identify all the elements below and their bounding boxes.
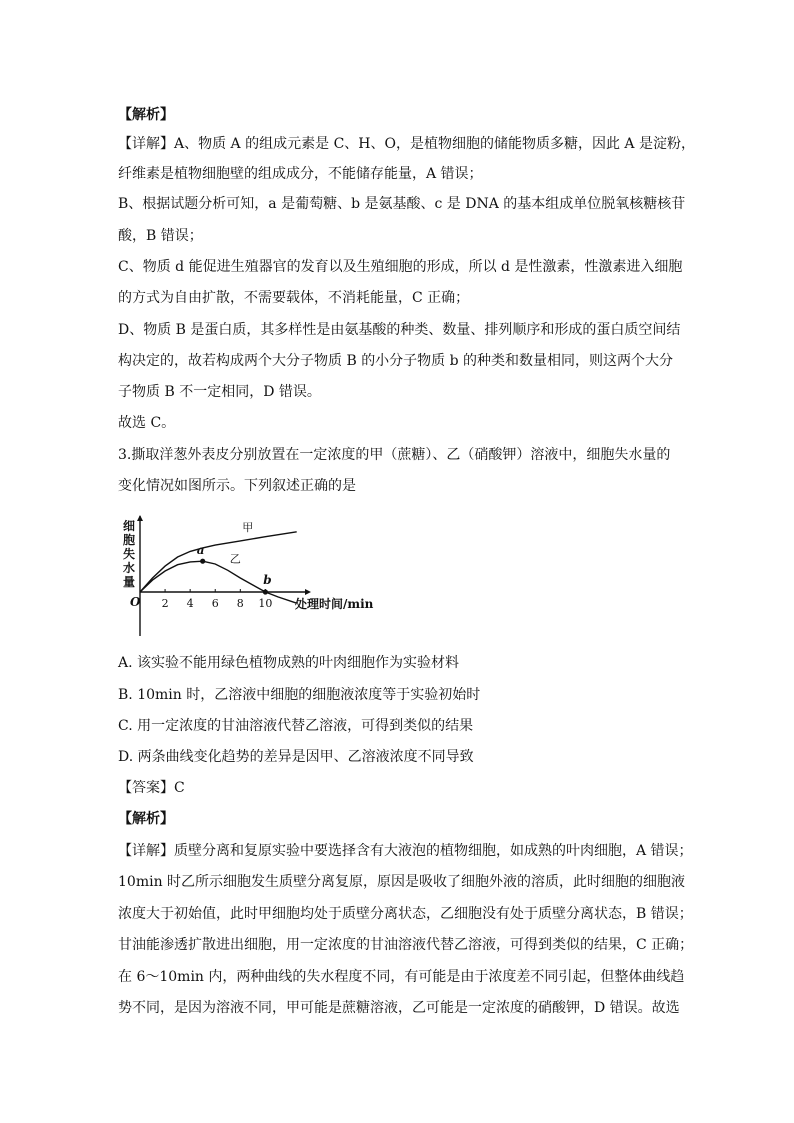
x-axis-arrow [305,589,311,595]
x-tick-label: 8 [236,597,244,610]
y-axis-label-char: 水 [122,561,136,575]
origin-label: O [130,595,141,609]
y-axis-label-char: 细 [122,519,136,533]
analysis-line: C、物质 d 能促进生殖器官的发育以及生殖细胞的形成，所以 d 是性激素，性激素进入细胞 [118,259,683,275]
analysis-line: 势不同，是因为溶液不同，甲可能是蔗糖溶液，乙可能是一定浓度的硝酸钾，D 错误。故选 [118,1000,680,1016]
y-axis-arrow [137,515,143,521]
series-label: 甲 [242,520,254,534]
answer: 【答案】C [118,780,185,796]
analysis-line: 甘油能渗透扩散进出细胞，用一定浓度的甘油溶液代替乙溶液，可得到类似的结果，C 正确； [118,937,694,953]
analysis-line: 酸，B 错误； [118,228,203,244]
analysis-line: 构决定的，故若构成两个大分子物质 B 的小分子物质 b 的种类和数量相同，则这两个大分 [118,353,674,369]
analysis-line: 纤维素是植物细胞壁的组成成分，不能储存能量，A 错误； [118,166,483,182]
analysis-line: 在 6～10min 内，两种曲线的失水程度不同，有可能是由于浓度差不同引起，但整体曲线趋 [118,969,685,985]
x-tick-label: 10 [258,597,273,610]
analysis-line: 【详解】质壁分离和复原实验中要选择含有大液泡的植物细胞，如成熟的叶肉细胞，A 错误； [118,843,693,859]
y-axis-label-char: 失 [122,547,136,561]
analysis-line: 的方式为自由扩散，不需要载体，不消耗能量，C 正确； [118,290,470,306]
y-axis-label-char: 胞 [122,533,136,547]
analysis-line: 【详解】A、物质 A 的组成元素是 C、H、O，是植物细胞的储能物质多糖，因此 A 是淀粉， [118,136,695,152]
analysis-line: 子物质 B 不一定相同，D 错误。 [118,384,321,400]
analysis-heading: 【解析】 [118,107,174,123]
question-stem: 变化情况如图所示。下列叙述正确的是 [118,478,356,494]
analysis-line: 浓度大于初始值，此时甲细胞均处于质壁分离状态，乙细胞没有处于质壁分离状态，B 错误； [118,906,693,922]
data-point [200,559,205,564]
option-c: C. 用一定浓度的甘油溶液代替乙溶液，可得到类似的结果 [118,718,474,734]
option-b: B. 10min 时，乙溶液中细胞的细胞液浓度等于实验初始时 [118,687,481,703]
series-label: 乙 [229,552,241,566]
water-loss-chart [118,508,374,640]
x-tick-label: 2 [161,597,169,610]
analysis-line: D、物质 B 是蛋白质，其多样性是由氨基酸的种类、数量、排列顺序和形成的蛋白质空间结 [118,322,681,338]
x-tick-label: 6 [211,597,219,610]
x-tick-label: 4 [186,597,194,610]
analysis-line: B、根据试题分析可知，a 是葡萄糖、b 是氨基酸、c 是 DNA 的基本组成单位脱氧核糖核苷 [118,196,686,212]
analysis-heading: 【解析】 [118,811,174,827]
point-label: a [196,543,205,558]
y-axis-label-char: 量 [122,575,136,589]
data-point [263,589,268,594]
point-label: b [263,573,272,587]
option-a: A. 该实验不能用绿色植物成熟的叶肉细胞作为实验材料 [118,655,460,671]
analysis-line: 故选 C。 [118,415,176,431]
option-d: D. 两条曲线变化趋势的差异是因甲、乙溶液浓度不同导致 [118,749,474,765]
analysis-line: 10min 时乙所示细胞发生质壁分离复原，原因是吸收了细胞外液的溶质，此时细胞的细胞液 [118,874,686,890]
question-stem: 3.撕取洋葱外表皮分别放置在一定浓度的甲（蔗糖）、乙（硝酸钾）溶液中，细胞失水量的 [118,447,671,463]
series-line-jia [140,532,297,592]
x-axis-label: 处理时间/min [295,597,374,611]
